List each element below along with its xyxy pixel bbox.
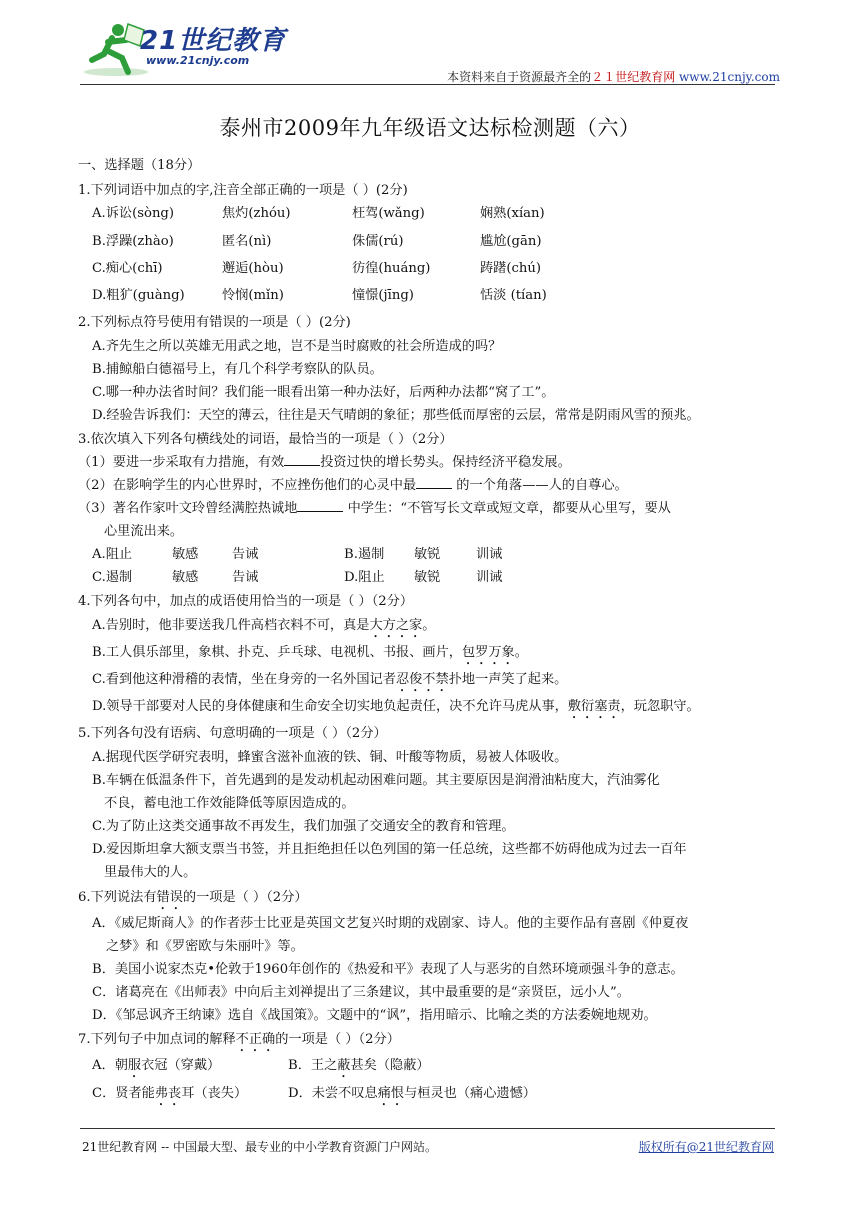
- question-4-option-b: [92, 641, 528, 668]
- sentence-text: ，玩忽职守。: [620, 699, 700, 714]
- question-6-option-d: D．《邹忌讽齐王纳谏》选自《战国策》。文题中的“讽”，指用暗示、比喻之类的方法委婉地规劝。: [92, 1008, 657, 1023]
- option-cell: 告诫: [232, 547, 259, 562]
- sentence-text: 的一个角落——人的自尊心。: [452, 478, 628, 493]
- sentence-text: A.告别时，他非要送我几件高档衣料不可，真是: [92, 618, 370, 633]
- question-6-stem: [78, 886, 308, 913]
- question-6-option-a: A．《威尼斯商人》的作者莎士比亚是英国文艺复兴时期的戏剧家、诗人。他的主要作品有喜剧《仲夏夜: [92, 916, 689, 931]
- sentence-text: （3）著名作家叶文玲曾经满腔热诚地: [78, 501, 298, 516]
- question-5-option-b: B.车辆在低温条件下，首先遇到的是发动机起动困难问题。其主要原因是润滑油粘度大，汽油雾化: [92, 773, 660, 788]
- footer-text: 21世纪教育网 -- 中国最大型、最专业的中小学教育资源门户网站。: [82, 1140, 438, 1154]
- header-divider: [80, 84, 775, 85]
- dotted-idiom: 忍俊不禁: [395, 672, 449, 687]
- sentence-text: （2）在影响学生的内心世界时，不应挫伤他们的心灵中最: [78, 478, 417, 493]
- question-5-option-d-cont: 里最伟大的人。: [104, 865, 197, 880]
- dotted-word: 错误: [156, 890, 183, 905]
- dotted-idiom: 大方之家: [369, 618, 423, 633]
- sentence-text: B.工人俱乐部里，象棋、扑克、乒乓球、电视机、书报、画片，: [92, 645, 462, 660]
- option-cell: 枉驾(wǎng): [352, 206, 425, 221]
- logo-url: www.21cnjy.com: [146, 54, 250, 67]
- option-cell: 邂逅(hòu): [222, 261, 284, 276]
- sentence-text: B．王之: [288, 1058, 338, 1073]
- sentence-text: 中学生：“不管写长文章或短文章，都要从心里写，要从: [343, 501, 671, 516]
- question-3-sentence-1: [78, 451, 571, 470]
- sentence-text: 。: [514, 645, 528, 660]
- dotted-idiom: 包罗万象: [461, 645, 515, 660]
- option-cell: 敏锐: [414, 547, 441, 562]
- question-7-stem: [78, 1028, 400, 1055]
- footer-copyright-link[interactable]: 版权所有@21世纪教育网: [638, 1140, 774, 1154]
- question-4-option-c: [92, 668, 567, 695]
- page-header: [80, 14, 780, 84]
- question-5-option-b-cont: 不良，蓄电池工作效能降低等原因造成的。: [104, 796, 355, 811]
- sentence-text: 6.下列说法有: [78, 890, 157, 905]
- dotted-word: 不正确: [235, 1032, 276, 1047]
- sentence-text: 。: [422, 618, 436, 633]
- question-7-option-a: [92, 1054, 220, 1081]
- question-5-option-a: A.据现代医学研究表明，蜂蜜含滋补血液的铁、铜、叶酸等物质，易被人体吸收。: [92, 750, 568, 765]
- question-2-option-b: B.捕鲸船白德福号上，有几个科学考察队的队员。: [92, 362, 383, 377]
- question-3-stem: 3.依次填入下列各句横线处的词语，最恰当的一项是（ ）（2分）: [78, 432, 453, 447]
- footer-divider: [80, 1128, 775, 1129]
- option-cell: A.诉讼(sòng): [92, 206, 175, 221]
- option-cell: 焦灼(zhóu): [222, 206, 291, 221]
- option-cell: 训诫: [476, 547, 503, 562]
- header-note: [447, 68, 780, 85]
- fill-blank: [297, 499, 343, 512]
- question-5-option-d: D.爱因斯坦拿大额支票当书签，并且拒绝担任以色列国的第一任总统，这些都不妨碍他成为过去一百年: [92, 842, 687, 857]
- question-2-option-c: C.哪一种办法省时间？我们能一眼看出第一种办法好，后两种办法都“窝了工”。: [92, 385, 555, 400]
- sentence-text: 7.下列句子中加点词的解释: [78, 1032, 236, 1047]
- dotted-word: 痛恨: [377, 1086, 405, 1101]
- sentence-text: 甚矣（隐蔽）: [350, 1058, 430, 1073]
- sentence-text: 扑地一声笑了起来。: [448, 672, 568, 687]
- dotted-idiom: 敷衍塞责: [567, 699, 621, 714]
- question-7-option-b: [288, 1054, 430, 1081]
- question-6-option-c: C．诸葛亮在《出师表》中向后主刘禅提出了三条建议，其中最重要的是“亲贤臣，远小人”。: [92, 985, 630, 1000]
- question-4-option-d: [92, 695, 700, 722]
- sentence-text: C.看到他这种滑稽的表情，坐在身旁的一名外国记者: [92, 672, 396, 687]
- option-cell: 怜悯(mǐn): [222, 288, 284, 303]
- dotted-word: 弗丧: [154, 1086, 182, 1101]
- option-cell: 彷徨(huáng): [352, 261, 431, 276]
- sentence-text: 投资过快的增长势头。保持经济平稳发展。: [320, 455, 571, 470]
- header-note-prefix: 本资料来自于资源最齐全的: [447, 70, 592, 84]
- question-5-stem: 5.下列各句没有语病、句意明确的一项是（ ）（2分）: [78, 726, 387, 741]
- option-cell: 训诫: [476, 570, 503, 585]
- sentence-text: 与桓灵也（痛心遗憾）: [404, 1086, 536, 1101]
- option-cell: D.粗犷(guàng): [92, 288, 185, 303]
- option-cell: 憧憬(jīng): [352, 288, 414, 303]
- option-cell: 匿名(nì): [222, 234, 272, 249]
- question-2-option-a: A.齐先生之所以英雄无用武之地，岂不是当时腐败的社会所造成的吗？: [92, 339, 502, 354]
- question-3-sentence-3: [78, 497, 671, 516]
- question-2-stem: 2.下列标点符号使用有错误的一项是（ ）(2分): [78, 315, 351, 330]
- option-cell: 娴熟(xían): [480, 206, 545, 221]
- question-3-sentence-2: [78, 474, 628, 493]
- option-cell: B.浮躁(zhào): [92, 234, 174, 249]
- option-cell: 尴尬(gān): [480, 234, 542, 249]
- sentence-text: 的一项是（ ）（2分）: [275, 1032, 400, 1047]
- option-cell: 敏锐: [414, 570, 441, 585]
- sentence-text: 耳（丧失）: [181, 1086, 248, 1101]
- option-cell: C.遏制: [92, 570, 133, 585]
- question-7-option-c: [92, 1082, 247, 1109]
- question-6-option-a-cont: 之梦》和《罗密欧与朱丽叶》等。: [106, 939, 304, 954]
- question-6-option-b: B．美国小说家杰克•伦敦于1960年创作的《热爱和平》表现了人与恶劣的自然环境顽强斗争的意志。: [92, 962, 684, 977]
- option-cell: B.遏制: [344, 547, 385, 562]
- sentence-text: 衣冠（穿戴）: [141, 1058, 221, 1073]
- dotted-word: 服: [127, 1058, 142, 1073]
- option-cell: 侏儒(rú): [352, 234, 404, 249]
- fill-blank: [416, 476, 452, 489]
- option-cell: 踌躇(chú): [480, 261, 542, 276]
- question-7-option-d: [288, 1082, 536, 1109]
- sentence-text: D．未尝不叹息: [288, 1086, 378, 1101]
- logo-wordmark: 21世纪教育: [140, 26, 287, 56]
- sentence-text: C．贤者能: [92, 1086, 155, 1101]
- question-4-option-a: [92, 614, 435, 641]
- option-cell: C.痴心(chī): [92, 261, 163, 276]
- option-cell: 敏感: [172, 570, 199, 585]
- page-title: 泰州市2009年九年级语文达标检测题（六）: [219, 116, 641, 140]
- question-5-option-c: C.为了防止这类交通事故不再发生，我们加强了交通安全的教育和管理。: [92, 819, 515, 834]
- option-cell: D.阻止: [344, 570, 385, 585]
- sentence-text: 的一项是（ ）（2分）: [182, 890, 308, 905]
- question-2-option-d: D.经验告诉我们：天空的薄云，往往是天气晴朗的象征；那些低而厚密的云层，常常是阴雨风雪的预兆。: [92, 408, 700, 423]
- question-1-stem: 1.下列词语中加点的字,注音全部正确的一项是（ ）(2分): [78, 183, 408, 198]
- fill-blank: [284, 453, 320, 466]
- sentence-text: D.领导干部要对人民的身体健康和生命安全切实地负起责任，决不允许马虎从事，: [92, 699, 568, 714]
- option-cell: 敏感: [172, 547, 199, 562]
- option-cell: 告诫: [232, 570, 259, 585]
- question-4-stem: 4.下列各句中，加点的成语使用恰当的一项是（ ）（2分）: [78, 594, 414, 609]
- option-cell: 恬淡 (tían): [480, 288, 547, 303]
- header-note-brand: ２１世纪教育网: [591, 70, 676, 84]
- section-heading: 一、选择题（18分）: [78, 158, 201, 173]
- sentence-text: （1）要进一步采取有力措施，有效: [78, 455, 285, 470]
- header-note-url[interactable]: www.21cnjy.com: [679, 70, 780, 84]
- option-cell: A.阻止: [92, 547, 133, 562]
- question-3-sentence-3-cont: 心里流出来。: [104, 524, 184, 539]
- dotted-word: 蔽: [337, 1058, 351, 1073]
- sentence-text: A．朝: [92, 1058, 128, 1073]
